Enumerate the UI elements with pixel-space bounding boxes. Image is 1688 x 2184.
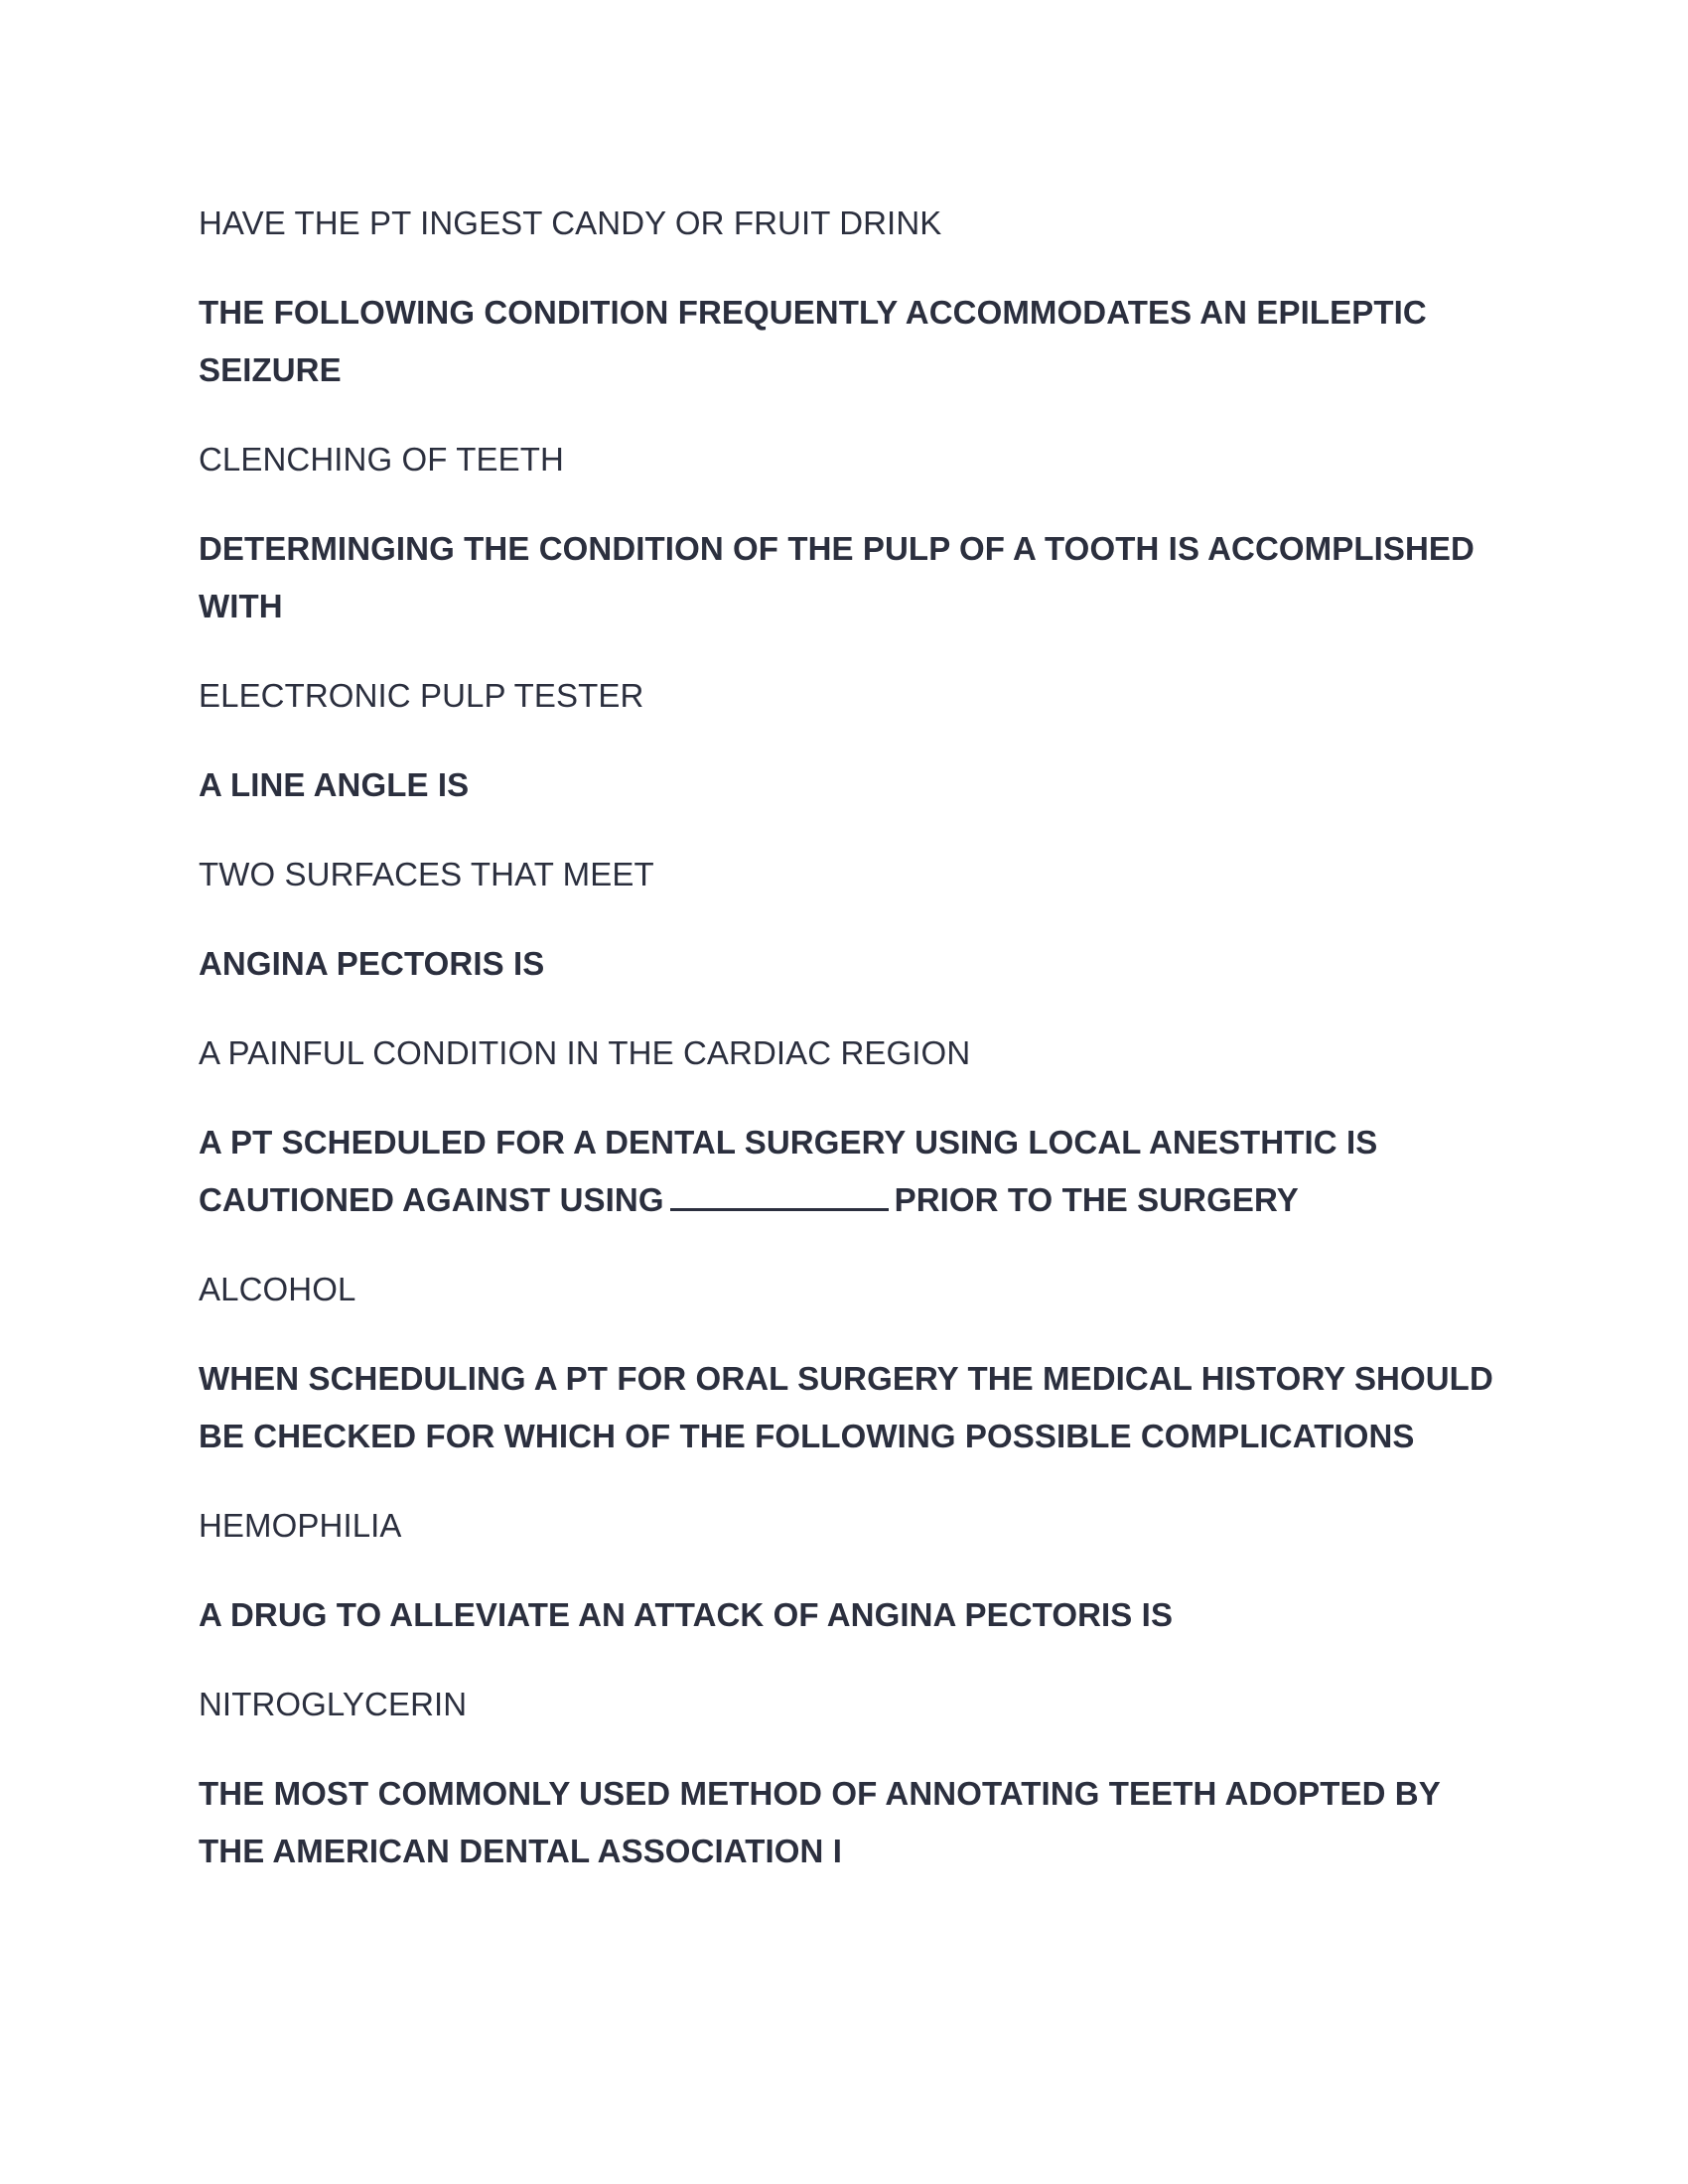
question-text-before-blank: A PT SCHEDULED FOR A DENTAL SURGERY USING LOCAL ANESTHTIC IS CAUTIONED AGAINST USING xyxy=(199,1124,1378,1218)
question-text: THE MOST COMMONLY USED METHOD OF ANNOTATING TEETH ADOPTED BY THE AMERICAN DENTAL ASSOCIATION I xyxy=(199,1775,1441,1869)
answer-text: ALCOHOL xyxy=(199,1271,356,1307)
question-text-with-blank xyxy=(199,1114,1499,1229)
question-text: DETERMINGING THE CONDITION OF THE PULP OF A TOOTH IS ACCOMPLISHED WITH xyxy=(199,530,1475,624)
question-text: A DRUG TO ALLEVIATE AN ATTACK OF ANGINA PECTORIS IS xyxy=(199,1596,1174,1633)
answer-text: TWO SURFACES THAT MEET xyxy=(199,856,654,892)
answer-text: A PAINFUL CONDITION IN THE CARDIAC REGION xyxy=(199,1034,971,1071)
fill-in-blank xyxy=(670,1178,889,1211)
question-text: A LINE ANGLE IS xyxy=(199,766,470,803)
answer-text: ELECTRONIC PULP TESTER xyxy=(199,677,644,714)
question-text: ANGINA PECTORIS IS xyxy=(199,945,545,982)
answer-text: CLENCHING OF TEETH xyxy=(199,441,564,478)
answer-text: HEMOPHILIA xyxy=(199,1507,402,1544)
question-text-after-blank: PRIOR TO THE SURGERY xyxy=(894,1181,1299,1218)
question-text: THE FOLLOWING CONDITION FREQUENTLY ACCOMMODATES AN EPILEPTIC SEIZURE xyxy=(199,294,1427,388)
answer-text: NITROGLYCERIN xyxy=(199,1686,468,1722)
answer-text: HAVE THE PT INGEST CANDY OR FRUIT DRINK xyxy=(199,205,942,241)
question-text: WHEN SCHEDULING A PT FOR ORAL SURGERY THE MEDICAL HISTORY SHOULD BE CHECKED FOR WHICH OF THE FOLLOWING POSSIBLE COMPLICATIONS xyxy=(199,1360,1493,1454)
document-page xyxy=(199,195,1499,1912)
